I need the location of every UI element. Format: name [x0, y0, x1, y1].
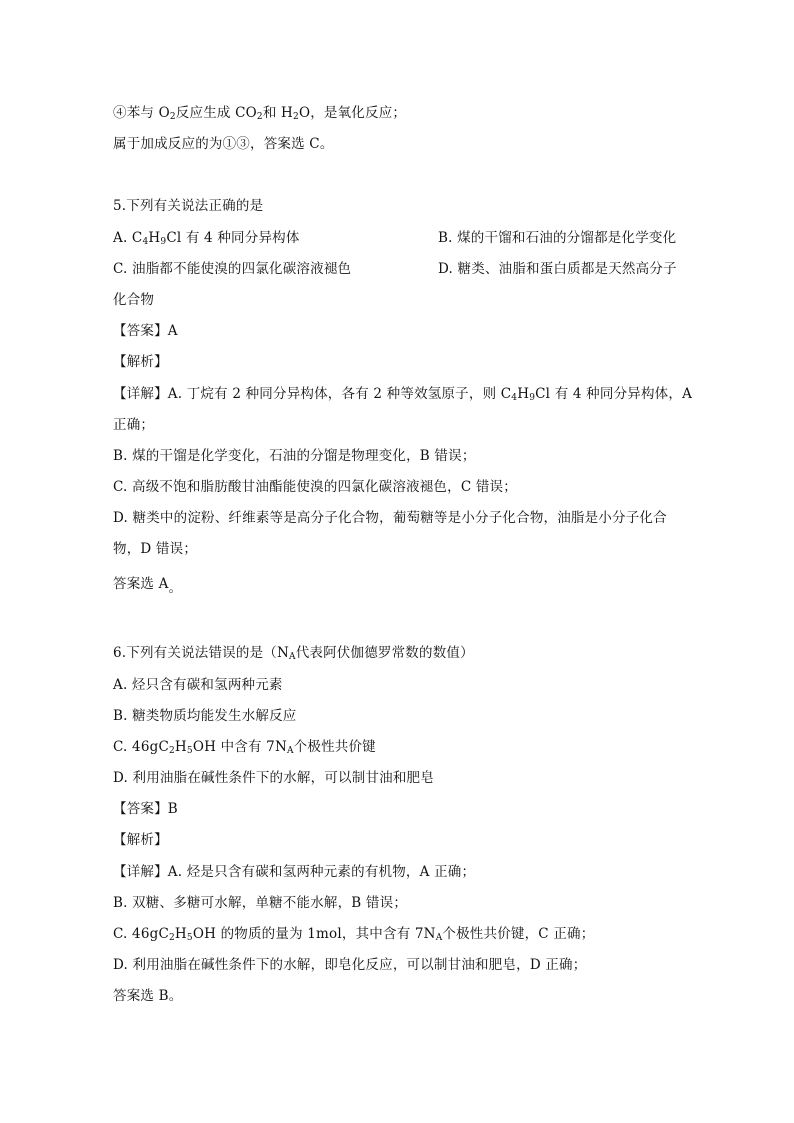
- q6-analysis-title: 【解析】: [113, 832, 168, 848]
- q5-detail-d: D. 糖类中的淀粉、纤维素等是高分子化合物，葡萄糖等是小分子化合物，油脂是小分子化合: [113, 510, 667, 526]
- q5-detail-d-cont: 物，D 错误；: [113, 541, 198, 557]
- q5-detail-a-cont: 正确；: [113, 417, 155, 433]
- q6-detail-a: 【详解】A. 烃是只含有碳和氢两种元素的有机物，A 正确；: [113, 864, 476, 880]
- q6-option-a: A. 烃只含有碳和氢两种元素: [113, 677, 283, 693]
- q5-final-answer: 答案选 A。: [113, 576, 183, 596]
- q6-detail-d: D. 利用油脂在碱性条件下的水解，即皂化反应，可以制甘油和肥皂，D 正确；: [113, 957, 587, 973]
- q5-answer: 【答案】A: [113, 323, 178, 339]
- q5-option-b: B. 煤的干馏和石油的分馏都是化学变化: [438, 230, 677, 246]
- q5-stem: 5.下列有关说法正确的是: [113, 198, 264, 214]
- q6-answer: 【答案】B: [113, 801, 178, 817]
- q6-option-b: B. 糖类物质均能发生水解反应: [113, 708, 297, 724]
- q6-final-answer: 答案选 B。: [113, 988, 183, 1004]
- q5-detail-c: C. 高级不饱和脂肪酸甘油酯能使溴的四氯化碳溶液褪色，C 错误；: [113, 479, 517, 495]
- q6-detail-c: C. $46gC_2H_5OH$ 的物质的量为 1mol，其中含有 $7N_A$个极性共价键，C 正确；: [113, 926, 595, 943]
- q5-detail-a: 【详解】A. 丁烷有 2 种同分异构体，各有 2 种等效氢原子，则 $C_4H_9Cl$ 有 4 种同分异构体，A: [113, 386, 693, 403]
- q6-option-c: C. $46gC_2H_5OH$ 中含有 $7N_A$个极性共价键: [113, 739, 376, 756]
- q5-analysis-title: 【解析】: [113, 354, 168, 370]
- q5-detail-b: B. 煤的干馏是化学变化，石油的分馏是物理变化，B 错误；: [113, 448, 476, 464]
- q5-option-d: D. 糖类、油脂和蛋白质都是天然高分子: [438, 261, 677, 277]
- prev-conclusion: 属于加成反应的为①③，答案选 C。: [113, 136, 334, 152]
- q6-detail-b: B. 双糖、多糖可水解，单糖不能水解，B 错误；: [113, 895, 408, 911]
- q6-stem: 6.下列有关说法错误的是（$N_A$代表阿伏伽德罗常数的数值）: [113, 645, 474, 662]
- q5-option-a: A. $C_4H_9Cl$ 有 4 种同分异构体: [113, 230, 300, 247]
- q5-option-c: C. 油脂都不能使溴的四氯化碳溶液褪色: [113, 261, 352, 277]
- q5-option-d-cont: 化合物: [113, 292, 155, 308]
- benzene-oxidation-line: ④苯与 $O_2$反应生成 $CO_2$和 $H_2O$，是氧化反应；: [113, 105, 407, 122]
- q6-option-d: D. 利用油脂在碱性条件下的水解，可以制甘油和肥皂: [113, 770, 434, 786]
